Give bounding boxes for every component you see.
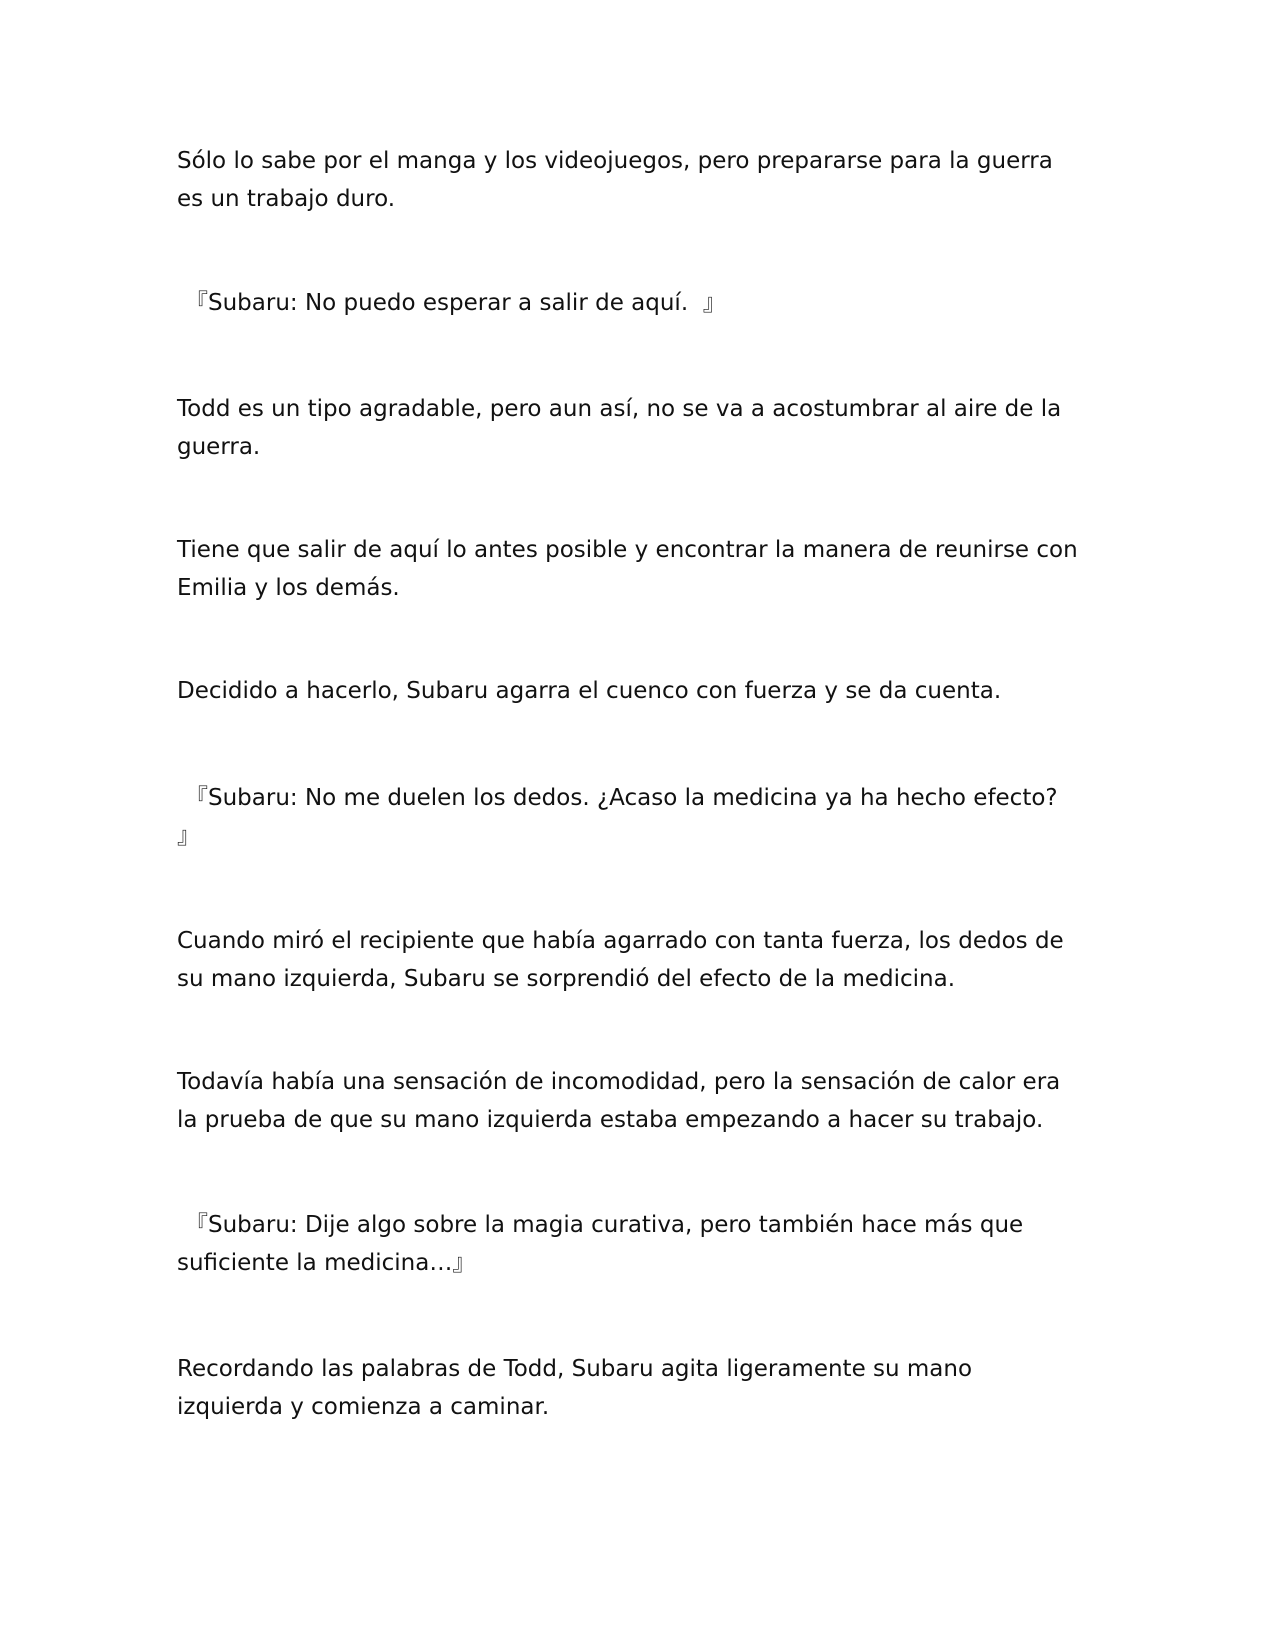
- text-line: Emilia y los demás.: [177, 575, 400, 601]
- text-line: Tiene que salir de aquí lo antes posible y encontrar la manera de reunirse con: [177, 537, 1078, 563]
- dialogue-line: 『Subaru: Dije algo sobre la magia curativa, pero también hace más que: [185, 1212, 1024, 1238]
- paragraph-bowl: [177, 672, 1107, 710]
- dialogue-subaru-leave: [185, 284, 1115, 322]
- text-line: izquierda y comienza a caminar.: [177, 1394, 550, 1420]
- dialogue-line: 『Subaru: No me duelen los dedos. ¿Acaso la medicina ya ha hecho efecto?: [185, 785, 1058, 811]
- text-line: la prueba de que su mano izquierda estaba empezando a hacer su trabajo.: [177, 1107, 1044, 1133]
- text-line: Todavía había una sensación de incomodidad, pero la sensación de calor era: [177, 1069, 1061, 1095]
- text-line: guerra.: [177, 434, 261, 460]
- text-line: Decidido a hacerlo, Subaru agarra el cuenco con fuerza y se da cuenta.: [177, 678, 1002, 704]
- text-line: Todd es un tipo agradable, pero aun así, no se va a acostumbrar al aire de la: [177, 396, 1062, 422]
- paragraph-discomfort: [177, 1063, 1107, 1139]
- dialogue-subaru-fingers: [177, 779, 1115, 855]
- text-line: Recordando las palabras de Todd, Subaru agita ligeramente su mano: [177, 1356, 973, 1382]
- paragraph-todd: [177, 390, 1107, 466]
- paragraph-container: [177, 922, 1107, 998]
- paragraph-war-preparation: [177, 142, 1107, 218]
- dialogue-line: 『Subaru: No puedo esperar a salir de aquí. 』: [185, 290, 726, 316]
- text-line: es un trabajo duro.: [177, 186, 396, 212]
- dialogue-line: 』: [177, 823, 200, 849]
- paragraph-walk: [177, 1350, 1107, 1426]
- text-line: Sólo lo sabe por el manga y los videojuegos, pero prepararse para la guerra: [177, 148, 1053, 174]
- paragraph-reunite: [177, 531, 1107, 607]
- text-line: su mano izquierda, Subaru se sorprendió del efecto de la medicina.: [177, 966, 956, 992]
- dialogue-subaru-magic: [177, 1206, 1115, 1282]
- dialogue-line: suficiente la medicina…』: [177, 1250, 476, 1276]
- text-line: Cuando miró el recipiente que había agarrado con tanta fuerza, los dedos de: [177, 928, 1064, 954]
